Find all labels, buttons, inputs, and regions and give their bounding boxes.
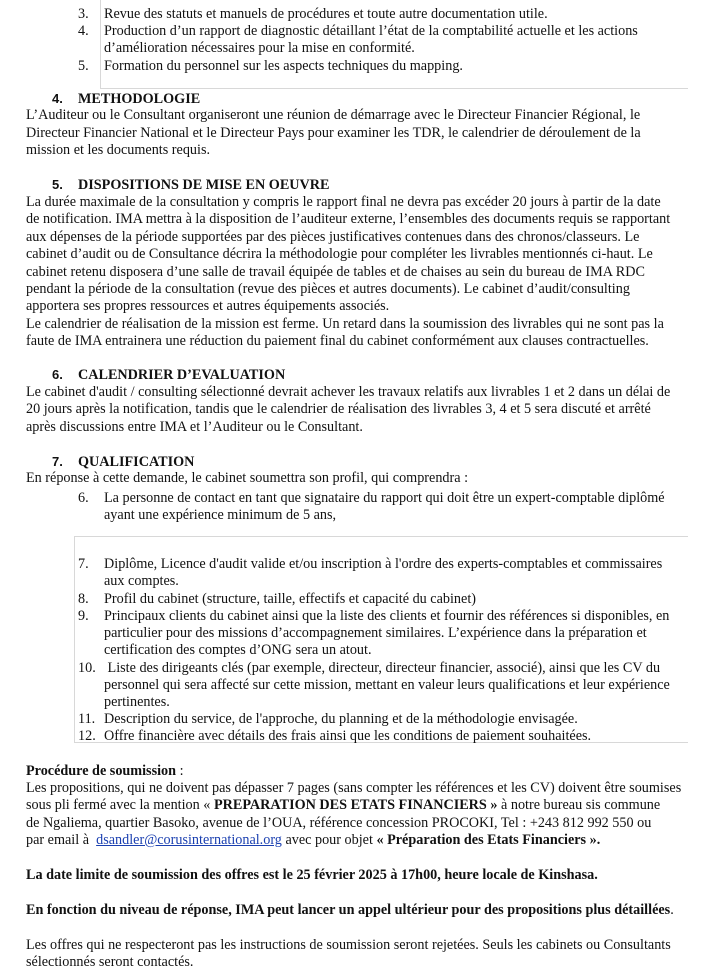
- list-item-cont: certification des comptes d’ONG sera un atout.: [104, 642, 372, 658]
- section-number: 5.: [52, 177, 63, 192]
- list-item: Offre financière avec détails des frais ainsi que les conditions de paiement souhaitées.: [104, 728, 592, 744]
- list-item: Revue des statuts et manuels de procédures et toute autre documentation utile.: [104, 6, 548, 22]
- procedure-title: [26, 763, 184, 780]
- paragraph-line: [26, 832, 600, 849]
- paragraph-line: mission et les documents requis.: [26, 142, 211, 158]
- list-number: 5.: [78, 58, 89, 74]
- paragraph-line: Directeur Financier National et le Directeur Pays pour examiner les TDR, le calendrier de déroulement de la: [26, 125, 641, 141]
- paragraph-line: apportera ses propres ressources et autres équipements associés.: [26, 298, 390, 314]
- section-number: 7.: [52, 454, 63, 469]
- text-run: à notre bureau sis commune: [497, 797, 661, 813]
- deadline-statement: [26, 867, 598, 884]
- text-run: par email à: [26, 832, 97, 848]
- section-number: 6.: [52, 367, 63, 382]
- text-run: avec pour objet: [281, 832, 377, 848]
- list-item-cont: aux comptes.: [104, 573, 179, 589]
- paragraph-line: après discussions entre IMA et l’Auditeur ou le Consultant.: [26, 419, 363, 435]
- email-link[interactable]: dsandler@corusinternational.org: [96, 832, 282, 848]
- paragraph-line: de notification. IMA mettra à la disposition de l’auditeur externe, l’ensembles des documents requis se rapportant: [26, 211, 671, 227]
- section-title: DISPOSITIONS DE MISE EN OEUVRE: [78, 177, 330, 193]
- list-item: Liste des dirigeants clés (par exemple, directeur, directeur financier, associé), ainsi que les CV du: [104, 660, 661, 676]
- paragraph-line: aux dépenses de la période supportées par des pièces justificatives contenues dans des chronos/classeurs. Le: [26, 229, 640, 245]
- procedure-title-text: Procédure de soumission: [26, 763, 177, 779]
- text-run: sous pli fermé avec la mention «: [26, 797, 214, 813]
- section-title: CALENDRIER D’EVALUATION: [78, 367, 286, 383]
- list-item: La personne de contact en tant que signataire du rapport qui doit être un expert-comptable diplômé: [104, 490, 665, 506]
- list-item-cont: particulier pour des missions d’accompagnement similaires. L’expérience dans la préparation et: [104, 625, 647, 641]
- list-number: 8.: [78, 591, 89, 607]
- table-border-left: [100, 0, 101, 88]
- section-title: METHODOLOGIE: [78, 91, 201, 107]
- further-end: .: [670, 902, 674, 918]
- paragraph-line: Les offres qui ne respecteront pas les instructions de soumission seront rejetées. Seuls les cabinets ou Consultants: [26, 937, 671, 953]
- section-heading-dispositions: [52, 176, 330, 194]
- list-number: 7.: [78, 556, 89, 572]
- paragraph-line: cabinet retenu disposera d’une salle de travail équipée de tables et de chaises au sein du bureau de IMA RDC: [26, 264, 645, 280]
- paragraph-line: La durée maximale de la consultation y compris le rapport final ne devra pas excéder 20 jours à partir de la date: [26, 194, 661, 210]
- section-title: QUALIFICATION: [78, 454, 195, 470]
- paragraph-line: Le cabinet d'audit / consulting sélectionné devrait achever les travaux relatifs aux livrables 1 et 2 dans un délai de: [26, 384, 671, 400]
- paragraph-line: Le calendrier de réalisation de la mission est ferme. Un retard dans la soumission des livrables qui ne sont pas la: [26, 316, 664, 332]
- further-statement: [26, 902, 674, 919]
- list-number: 3.: [78, 6, 89, 22]
- procedure-title-suffix: :: [176, 763, 184, 779]
- list-item: Production d’un rapport de diagnostic détaillant l’état de la comptabilité actuelle et les actions: [104, 23, 638, 39]
- list-item: Description du service, de l'approche, du planning et de la méthodologie envisagée.: [104, 711, 578, 727]
- paragraph-line: sélectionnés seront contactés.: [26, 954, 194, 970]
- section-heading-calendrier: [52, 366, 285, 384]
- paragraph-line: 20 jours après la notification, tandis que le calendrier de réalisation des livrables 3, 4 et 5 sera discuté et arrêté: [26, 401, 651, 417]
- list-item-cont: d’amélioration nécessaires pour la mise en conformité.: [104, 40, 415, 56]
- list-item: Formation du personnel sur les aspects techniques du mapping.: [104, 58, 463, 74]
- mention-bold: PREPARATION DES ETATS FINANCIERS »: [213, 797, 498, 813]
- table-border-top: [74, 536, 688, 537]
- list-item-cont: pertinentes.: [104, 694, 170, 710]
- further-text: En fonction du niveau de réponse, IMA peut lancer un appel ultérieur pour des propositions plus détaillées: [26, 902, 671, 918]
- paragraph-line: pendant la période de la consultation (revue des pièces et autres documents). Le cabinet d’audit/consulting: [26, 281, 630, 297]
- list-number: 12.: [78, 728, 96, 744]
- paragraph-line: faute de IMA entrainera une réduction du paiement final du cabinet conformément aux clauses contractuelles.: [26, 333, 649, 349]
- list-number: 10.: [78, 660, 96, 676]
- paragraph-line: L’Auditeur ou le Consultant organiseront une réunion de démarrage avec le Directeur Financier Régional, le: [26, 107, 641, 123]
- list-item: Profil du cabinet (structure, taille, effectifs et capacité du cabinet): [104, 591, 476, 607]
- paragraph-line: Les propositions, qui ne doivent pas dépasser 7 pages (sans compter les références et les CV) doivent être soumises: [26, 780, 682, 796]
- list-item: Principaux clients du cabinet ainsi que la liste des clients et fournir des références si disponibles, en: [104, 608, 670, 624]
- section-heading-qualification: [52, 453, 194, 471]
- list-item: Diplôme, Licence d'audit valide et/ou inscription à l'ordre des experts-comptables et commissaires: [104, 556, 663, 572]
- list-item-cont: ayant une expérience minimum de 5 ans,: [104, 507, 337, 523]
- list-item-cont: personnel qui sera affecté sur cette mission, mettant en valeur leurs qualifications et leur expérience: [104, 677, 670, 693]
- qualification-intro: En réponse à cette demande, le cabinet soumettra son profil, qui comprendra :: [26, 470, 469, 486]
- paragraph-line: [26, 797, 688, 814]
- table-border-bottom: [100, 88, 688, 89]
- list-number: 11.: [78, 711, 96, 727]
- section-heading-methodologie: [52, 90, 200, 108]
- list-number: 4.: [78, 23, 89, 39]
- list-number: 9.: [78, 608, 89, 624]
- paragraph-line: de Ngaliema, quartier Basoko, avenue de l’OUA, référence concession PROCOKI, Tel : +243 812 992 550 ou: [26, 815, 652, 831]
- paragraph-line: cabinet d’audit ou de Consultance décrira la méthodologie pour compléter les livrables mentionnés ci-haut. Le: [26, 246, 653, 262]
- table-border-left: [74, 536, 75, 742]
- list-number: 6.: [78, 490, 89, 506]
- deadline-text: La date limite de soumission des offres est le 25 février 2025 à 17h00, heure locale de Kinshasa.: [26, 867, 598, 883]
- section-number: 4.: [52, 91, 63, 106]
- subject-bold: « Préparation des Etats Financiers ».: [376, 832, 601, 848]
